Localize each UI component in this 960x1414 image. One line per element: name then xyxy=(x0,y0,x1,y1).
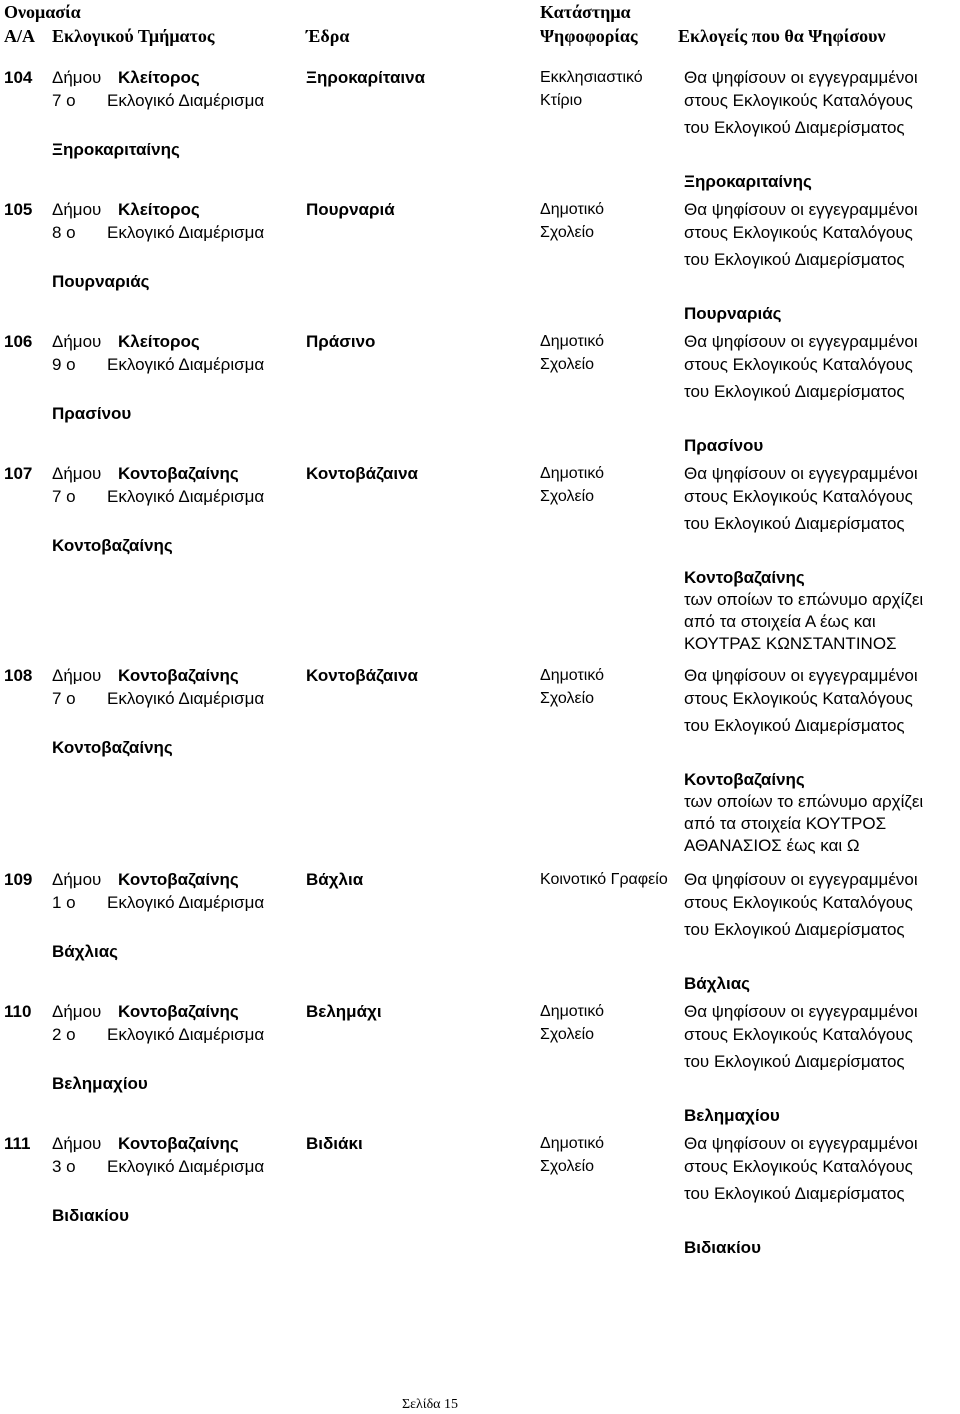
entry-store-line1: Εκκλησιαστικό xyxy=(540,69,643,86)
entry-number: 106 xyxy=(4,332,33,351)
entry-number: 111 xyxy=(4,1134,31,1153)
header-col-voters: Εκλογείς που θα Ψηφίσουν xyxy=(678,26,886,46)
entry-seat: Κοντοβάζαινα xyxy=(306,464,419,483)
entry-location: Πουρναριάς xyxy=(52,272,150,291)
entry-ordinal: 7 ο xyxy=(52,91,76,110)
entry-voters-line2: στους Εκλογικούς Καταλόγους xyxy=(684,1157,913,1176)
entry-store-line1: Δημοτικό xyxy=(540,1003,605,1020)
entry-voters-location: Κοντοβαζαίνης xyxy=(684,568,805,587)
entry-district-label: Εκλογικό Διαμέρισμα xyxy=(107,1025,265,1044)
entry-voters-line2: στους Εκλογικούς Καταλόγους xyxy=(684,1025,913,1044)
entry-voters-line1: Θα ψηφίσουν οι εγγεγραμμένοι xyxy=(684,200,918,219)
entry-district-label: Εκλογικό Διαμέρισμα xyxy=(107,893,265,912)
entry-number: 105 xyxy=(4,200,33,219)
entry-municipality-name: Κλείτορος xyxy=(118,68,200,87)
entry-municipality-prefix: Δήμου xyxy=(52,1002,102,1021)
entry-voters-line1: Θα ψηφίσουν οι εγγεγραμμένοι xyxy=(684,332,918,351)
header-col-name-line2: Εκλογικού Τμήματος xyxy=(52,26,215,46)
entry-voters-line2: στους Εκλογικούς Καταλόγους xyxy=(684,487,913,506)
entry-voters-line2: στους Εκλογικούς Καταλόγους xyxy=(684,91,913,110)
entry-voters-condition-line1: των οποίων το επώνυμο αρχίζει xyxy=(684,792,924,811)
entry-store-line2: Σχολείο xyxy=(540,690,595,707)
entry-ordinal: 2 ο xyxy=(52,1025,76,1044)
entry-municipality-name: Κοντοβαζαίνης xyxy=(118,870,239,889)
entry-voters-condition-line3: ΑΘΑΝΑΣΙΟΣ έως και Ω xyxy=(684,836,860,855)
entry-ordinal: 7 ο xyxy=(52,689,76,708)
entry-store-line1: Δημοτικό xyxy=(540,201,605,218)
entry-location: Ξηροκαριταίνης xyxy=(52,140,180,159)
entry-municipality-name: Κοντοβαζαίνης xyxy=(118,1134,239,1153)
entry-location: Βιδιακίου xyxy=(52,1206,129,1225)
entry-voters-line2: στους Εκλογικούς Καταλόγους xyxy=(684,355,913,374)
entry-number: 109 xyxy=(4,870,33,889)
entry-district-label: Εκλογικό Διαμέρισμα xyxy=(107,91,265,110)
entry-store-line2: Σχολείο xyxy=(540,1026,595,1043)
entry-municipality-prefix: Δήμου xyxy=(52,1134,102,1153)
entry-voters-line3: του Εκλογικού Διαμερίσματος xyxy=(684,514,905,533)
page-number: Σελίδα 15 xyxy=(401,1397,458,1412)
entry-seat: Ξηροκαρίταινα xyxy=(306,68,426,87)
entry-municipality-prefix: Δήμου xyxy=(52,870,102,889)
entry-municipality-name: Κοντοβαζαίνης xyxy=(118,666,239,685)
entry-seat: Κοντοβάζαινα xyxy=(306,666,419,685)
entry-voters-location: Πουρναριάς xyxy=(684,304,782,323)
header-col-store-line1: Κατάστημα xyxy=(540,2,631,22)
entry-store-line1: Δημοτικό xyxy=(540,667,605,684)
entry-voters-condition-line1: των οποίων το επώνυμο αρχίζει xyxy=(684,590,924,609)
entry-store-line1: Δημοτικό xyxy=(540,465,605,482)
header-col-name-line1: Ονομασία xyxy=(4,2,81,22)
entry-voters-line1: Θα ψηφίσουν οι εγγεγραμμένοι xyxy=(684,1134,918,1153)
entry-store-line2: Κτίριο xyxy=(540,92,583,109)
entry-voters-line2: στους Εκλογικούς Καταλόγους xyxy=(684,223,913,242)
entry-voters-line3: του Εκλογικού Διαμερίσματος xyxy=(684,920,905,939)
entry-number: 104 xyxy=(4,68,33,87)
entry-voters-line1: Θα ψηφίσουν οι εγγεγραμμένοι xyxy=(684,464,918,483)
entry-voters-condition-line2: από τα στοιχεία Α έως και xyxy=(684,612,876,631)
entry-municipality-prefix: Δήμου xyxy=(52,200,102,219)
entry-voters-line3: του Εκλογικού Διαμερίσματος xyxy=(684,250,905,269)
entry-district-label: Εκλογικό Διαμέρισμα xyxy=(107,487,265,506)
entry-location: Βελημαχίου xyxy=(52,1074,148,1093)
entry-district-label: Εκλογικό Διαμέρισμα xyxy=(107,355,265,374)
entry-ordinal: 3 ο xyxy=(52,1157,76,1176)
entry-voters-condition-line2: από τα στοιχεία ΚΟΥΤΡΟΣ xyxy=(684,814,887,833)
header-col-aa: Α/Α xyxy=(4,26,35,46)
entry-voters-line3: του Εκλογικού Διαμερίσματος xyxy=(684,1052,905,1071)
entry-voters-line2: στους Εκλογικούς Καταλόγους xyxy=(684,893,913,912)
entry-municipality-name: Κοντοβαζαίνης xyxy=(118,1002,239,1021)
header-col-store-line2: Ψηφοφορίας xyxy=(540,26,638,46)
entry-voters-location: Κοντοβαζαίνης xyxy=(684,770,805,789)
entry-store-line2: Σχολείο xyxy=(540,224,595,241)
entry-voters-line1: Θα ψηφίσουν οι εγγεγραμμένοι xyxy=(684,68,918,87)
entry-voters-location: Βιδιακίου xyxy=(684,1238,761,1257)
entry-municipality-prefix: Δήμου xyxy=(52,464,102,483)
entry-seat: Βάχλια xyxy=(306,870,364,889)
entry-municipality-prefix: Δήμου xyxy=(52,666,102,685)
entry-store-line1: Κοινοτικό Γραφείο xyxy=(540,871,668,888)
entry-store-line2: Σχολείο xyxy=(540,1158,595,1175)
entry-ordinal: 9 ο xyxy=(52,355,76,374)
entry-voters-line3: του Εκλογικού Διαμερίσματος xyxy=(684,716,905,735)
entry-municipality-name: Κλείτορος xyxy=(118,200,200,219)
entry-municipality-name: Κλείτορος xyxy=(118,332,200,351)
entry-voters-condition-line3: ΚΟΥΤΡΑΣ ΚΩΝΣΤΑΝΤΙΝΟΣ xyxy=(684,634,897,653)
entry-district-label: Εκλογικό Διαμέρισμα xyxy=(107,689,265,708)
entry-number: 107 xyxy=(4,464,33,483)
entry-voters-location: Βάχλιας xyxy=(684,974,750,993)
entry-ordinal: 1 ο xyxy=(52,893,76,912)
entry-voters-location: Πρασίνου xyxy=(684,436,764,455)
entry-store-line2: Σχολείο xyxy=(540,356,595,373)
entry-voters-line1: Θα ψηφίσουν οι εγγεγραμμένοι xyxy=(684,666,918,685)
entry-voters-location: Βελημαχίου xyxy=(684,1106,780,1125)
entry-voters-line3: του Εκλογικού Διαμερίσματος xyxy=(684,118,905,137)
entry-seat: Βιδιάκι xyxy=(306,1134,363,1153)
entry-location: Βάχλιας xyxy=(52,942,118,961)
entry-store-line2: Σχολείο xyxy=(540,488,595,505)
entry-municipality-prefix: Δήμου xyxy=(52,332,102,351)
entry-seat: Πουρναριά xyxy=(306,200,395,219)
entry-voters-line1: Θα ψηφίσουν οι εγγεγραμμένοι xyxy=(684,1002,918,1021)
entry-location: Πρασίνου xyxy=(52,404,132,423)
entry-ordinal: 7 ο xyxy=(52,487,76,506)
entry-location: Κοντοβαζαίνης xyxy=(52,536,173,555)
entry-seat: Πράσινο xyxy=(306,332,376,351)
entry-seat: Βελημάχι xyxy=(306,1002,382,1021)
entry-district-label: Εκλογικό Διαμέρισμα xyxy=(107,223,265,242)
entry-voters-line3: του Εκλογικού Διαμερίσματος xyxy=(684,382,905,401)
entry-voters-line2: στους Εκλογικούς Καταλόγους xyxy=(684,689,913,708)
entry-municipality-name: Κοντοβαζαίνης xyxy=(118,464,239,483)
entry-number: 110 xyxy=(4,1002,32,1021)
entry-voters-line1: Θα ψηφίσουν οι εγγεγραμμένοι xyxy=(684,870,918,889)
entry-number: 108 xyxy=(4,666,33,685)
entry-district-label: Εκλογικό Διαμέρισμα xyxy=(107,1157,265,1176)
entry-voters-location: Ξηροκαριταίνης xyxy=(684,172,812,191)
entry-location: Κοντοβαζαίνης xyxy=(52,738,173,757)
entry-voters-line3: του Εκλογικού Διαμερίσματος xyxy=(684,1184,905,1203)
entry-store-line1: Δημοτικό xyxy=(540,333,605,350)
entry-ordinal: 8 ο xyxy=(52,223,76,242)
entry-store-line1: Δημοτικό xyxy=(540,1135,605,1152)
header-col-seat: Έδρα xyxy=(306,26,350,46)
entry-municipality-prefix: Δήμου xyxy=(52,68,102,87)
